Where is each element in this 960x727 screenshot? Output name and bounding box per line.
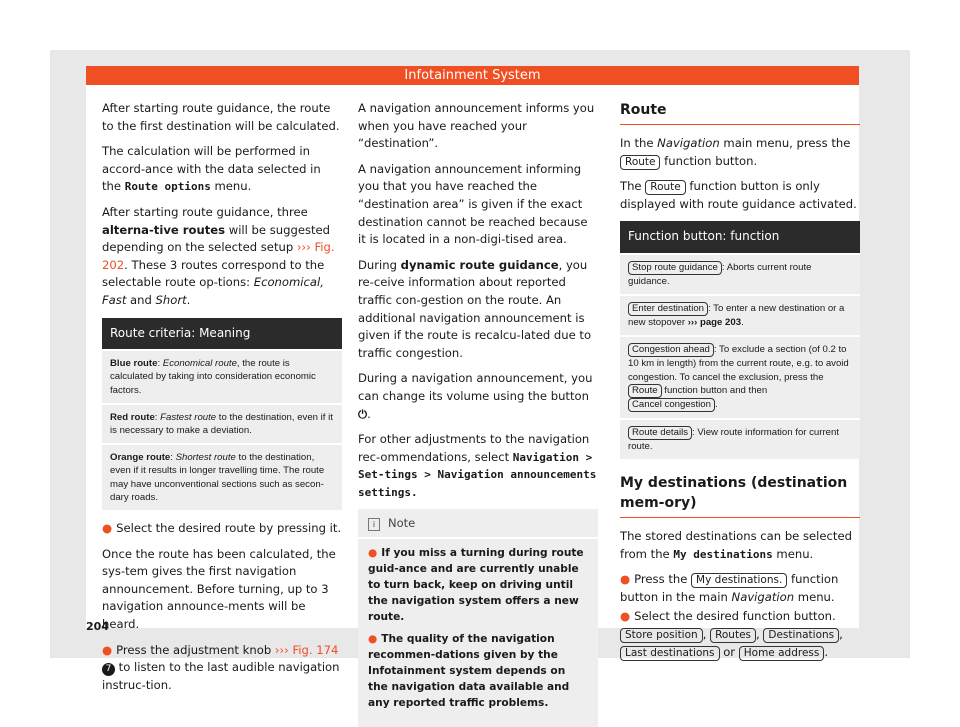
paragraph: In the Navigation main menu, press the Route function button. bbox=[620, 136, 851, 168]
bullet-item: ● Select the desired route by pressing it. bbox=[102, 520, 342, 535]
note-box bbox=[358, 509, 598, 727]
paragraph: Once the route has been calculated, the sys-tem gives the first navigation announcement. Before turning, up to 3 navigation announce-ments will be heard. bbox=[102, 546, 336, 631]
destinations-button[interactable]: Destinations bbox=[763, 628, 839, 643]
figure-reference-link[interactable]: ››› Fig. 202 bbox=[102, 240, 335, 272]
callout-number-icon: 7 bbox=[102, 663, 115, 676]
paragraph: For other adjustments to the navigation rec-ommendations, select Navigation > Set-tings > Navigation announcements settings. bbox=[358, 432, 597, 499]
bullet-icon: ● bbox=[102, 520, 113, 535]
bullet-item: ● Select the desired function button. Store position , Routes , Destinations , Last destinations or Home address . bbox=[620, 609, 843, 659]
column-1 bbox=[102, 100, 342, 702]
table-title: Route criteria: Meaning bbox=[102, 318, 342, 350]
bullet-icon: ● bbox=[620, 609, 631, 624]
figure-reference-link[interactable]: ››› Fig. 174 bbox=[274, 642, 339, 657]
table-row: Red route: Fastest route to the destination, even if it is necessary to make a deviation. bbox=[102, 403, 342, 443]
paragraph: The stored destinations can be selected from the My destinations menu. bbox=[620, 528, 852, 561]
congestion-ahead-button[interactable]: Congestion ahead bbox=[628, 343, 714, 357]
table-row: Blue route: Economical route, the route is calculated by taking into consideration economic factors. bbox=[102, 349, 342, 403]
note-item: ● The quality of the navigation recommen-dations given by the Infotainment system depends on the navigation data available and any reported traffic problems. bbox=[368, 633, 570, 710]
bullet-item: ● Press the My destinations. function button in the main Navigation menu. bbox=[620, 572, 839, 604]
column-3 bbox=[620, 100, 860, 669]
route-button[interactable]: Route bbox=[628, 384, 662, 398]
section-title-my-destinations: My destinations (destination mem-ory) bbox=[620, 473, 860, 518]
table-row: Congestion ahead : To exclude a section (of 0.2 to 10 km in length) from the current route, e.g. to avoid congestion. To cancel the exclusion, press the Route function button and then Cancel congestion . bbox=[620, 335, 860, 417]
page-number: 204 bbox=[86, 620, 109, 633]
routes-button[interactable]: Routes bbox=[710, 628, 756, 643]
column-2 bbox=[358, 100, 598, 727]
function-button-table bbox=[620, 221, 860, 459]
last-destinations-button[interactable]: Last destinations bbox=[620, 646, 720, 661]
paragraph: After starting route guidance, the route to the first destination will be calculated. bbox=[102, 101, 340, 133]
table-row: Orange route: Shortest route to the destination, even if it results in longer travelling time. The route may have unconventional sections such as secon-dary roads. bbox=[102, 443, 342, 510]
route-details-button[interactable]: Route details bbox=[628, 426, 692, 440]
table-row: Route details : View route information for current route. bbox=[620, 418, 860, 459]
home-address-button[interactable]: Home address bbox=[739, 646, 825, 661]
stop-route-guidance-button[interactable]: Stop route guidance bbox=[628, 261, 722, 275]
paragraph: A navigation announcement informing you that you have reached the “destination area” is given if the exact destination cannot be reached because it is located in a non-digi-tised area. bbox=[358, 161, 588, 247]
route-button[interactable]: Route bbox=[620, 155, 660, 170]
route-button[interactable]: Route bbox=[645, 180, 685, 195]
paragraph: The Route function button is only displayed with route guidance activated. bbox=[620, 179, 857, 211]
cancel-congestion-button[interactable]: Cancel congestion bbox=[628, 398, 715, 412]
table-row: Enter destination : To enter a new destination or a new stopover ››› page 203. bbox=[620, 294, 860, 335]
paragraph: During a navigation announcement, you can change its volume using the button ⏻. bbox=[358, 371, 593, 421]
table-title: Function button: function bbox=[620, 221, 860, 253]
paragraph: During dynamic route guidance, you re-ceive information about reported traffic con-gestion on the route. An additional navigation announcement is given if the route is recalcu-lated due to traffic congestion. bbox=[358, 257, 592, 360]
note-header: i Note bbox=[358, 509, 598, 539]
enter-destination-button[interactable]: Enter destination bbox=[628, 302, 708, 316]
note-item: ● If you miss a turning during route guid-ance and are currently unable to turn back, keep on driving until the navigation system offers a new route. bbox=[368, 547, 584, 624]
bullet-icon: ● bbox=[620, 572, 631, 587]
table-row: Stop route guidance : Aborts current route guidance. bbox=[620, 253, 860, 294]
section-title-route: Route bbox=[620, 100, 860, 125]
my-destinations-button[interactable]: My destinations. bbox=[691, 573, 787, 588]
page-header: Infotainment System bbox=[86, 66, 859, 85]
bullet-icon: ● bbox=[102, 642, 113, 657]
bullet-item: ● Press the adjustment knob ››› Fig. 174 7 to listen to the last audible navigation instruc-tion. bbox=[102, 642, 340, 692]
power-icon: ⏻ bbox=[358, 406, 368, 421]
store-position-button[interactable]: Store position bbox=[620, 628, 703, 643]
info-icon: i bbox=[368, 518, 380, 531]
paragraph: The calculation will be performed in accord-ance with the data selected in the Route options menu. bbox=[102, 144, 321, 194]
paragraph: A navigation announcement informs you when you have reached your “destination”. bbox=[358, 101, 595, 151]
paragraph: After starting route guidance, three alterna-tive routes will be suggested depending on the selected setup ››› Fig. 202. These 3 routes correspond to the selectable route op-tions: Economical, Fast and Short. bbox=[102, 204, 335, 307]
route-criteria-table bbox=[102, 318, 342, 510]
